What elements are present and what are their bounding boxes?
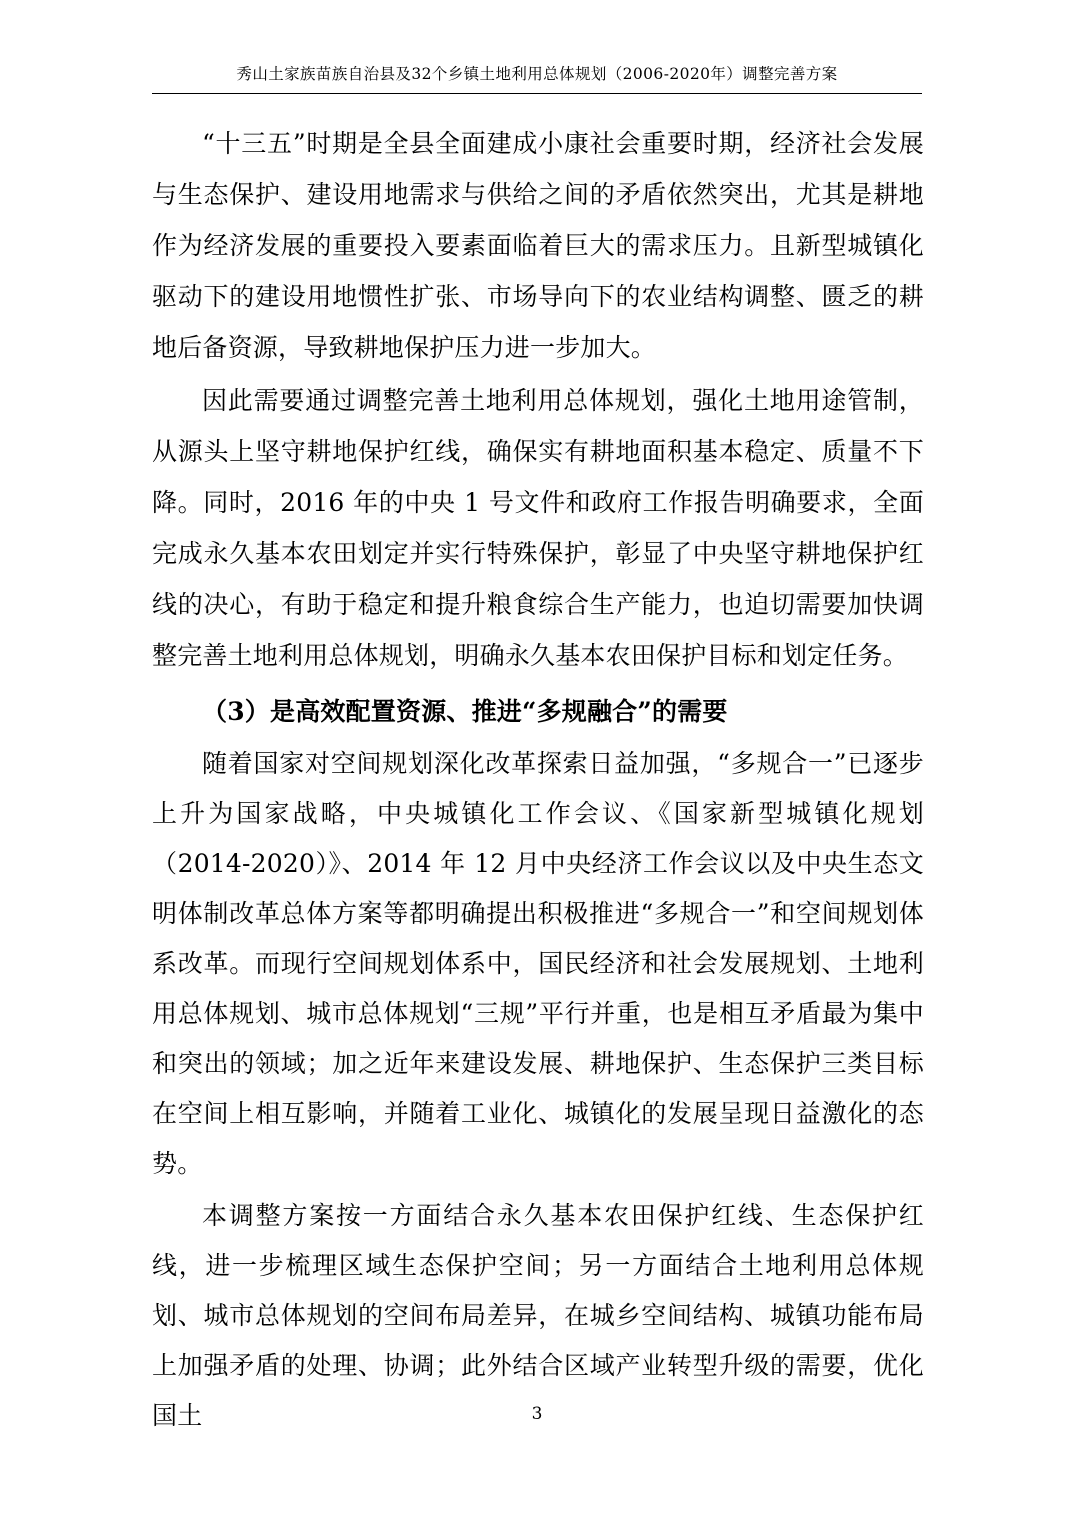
paragraph: 随着国家对空间规划深化改革探索日益加强，“多规合一”已逐步上升为国家战略，中央城镇化工作会议、《国家新型城镇化规划（2014-2020）》、2014 年 12 月中央经济工作会议以及中央生态文明体制改革总体方案等都明确提出积极推进“多规合一”和空间规划体系改革。而现行空间规划体系中，国民经济和社会发展规划、土地利用总体规划、城市总体规划“三规”平行并重，也是相互矛盾最为集中和突出的领域；加之近年来建设发展、耕地保护、生态保护三类目标在空间上相互影响，并随着工业化、城镇化的发展呈现日益激化的态势。: [152, 749, 924, 1178]
paragraph: 因此需要通过调整完善土地利用总体规划，强化土地用途管制，从源头上坚守耕地保护红线，确保实有耕地面积基本稳定、质量不下降。同时，2016 年的中央 1 号文件和政府工作报告明确要求，全面完成永久基本农田划定并实行特殊保护，彰显了中央坚守耕地保护红线的决心，有助于稳定和提升粮食综合生产能力，也迫切需要加快调整完善土地利用总体规划，明确永久基本农田保护目标和划定任务。: [152, 386, 924, 670]
header-title: 秀山土家族苗族自治县及32个乡镇土地利用总体规划（2006-2020年）调整完善方案: [236, 65, 838, 83]
paragraph: 本调整方案按一方面结合永久基本农田保护红线、生态保护红线，进一步梳理区域生态保护空间；另一方面结合土地利用总体规划、城市总体规划的空间布局差异，在城乡空间结构、城镇功能布局上加强矛盾的处理、协调；此外结合区域产业转型升级的需要，优化国土: [152, 1201, 924, 1430]
page-number: 3: [531, 1404, 543, 1424]
page-header: [152, 62, 922, 94]
header-divider: [152, 93, 922, 94]
section-heading: （3）是高效配置资源、推进“多规融合”的需要: [202, 697, 728, 726]
paragraph: “十三五”时期是全县全面建成小康社会重要时期，经济社会发展与生态保护、建设用地需求与供给之间的矛盾依然突出，尤其是耕地作为经济发展的重要投入要素面临着巨大的需求压力。且新型城镇化驱动下的建设用地惯性扩张、市场导向下的农业结构调整、匮乏的耕地后备资源，导致耕地保护压力进一步加大。: [152, 129, 924, 362]
page-content: [152, 118, 924, 1443]
